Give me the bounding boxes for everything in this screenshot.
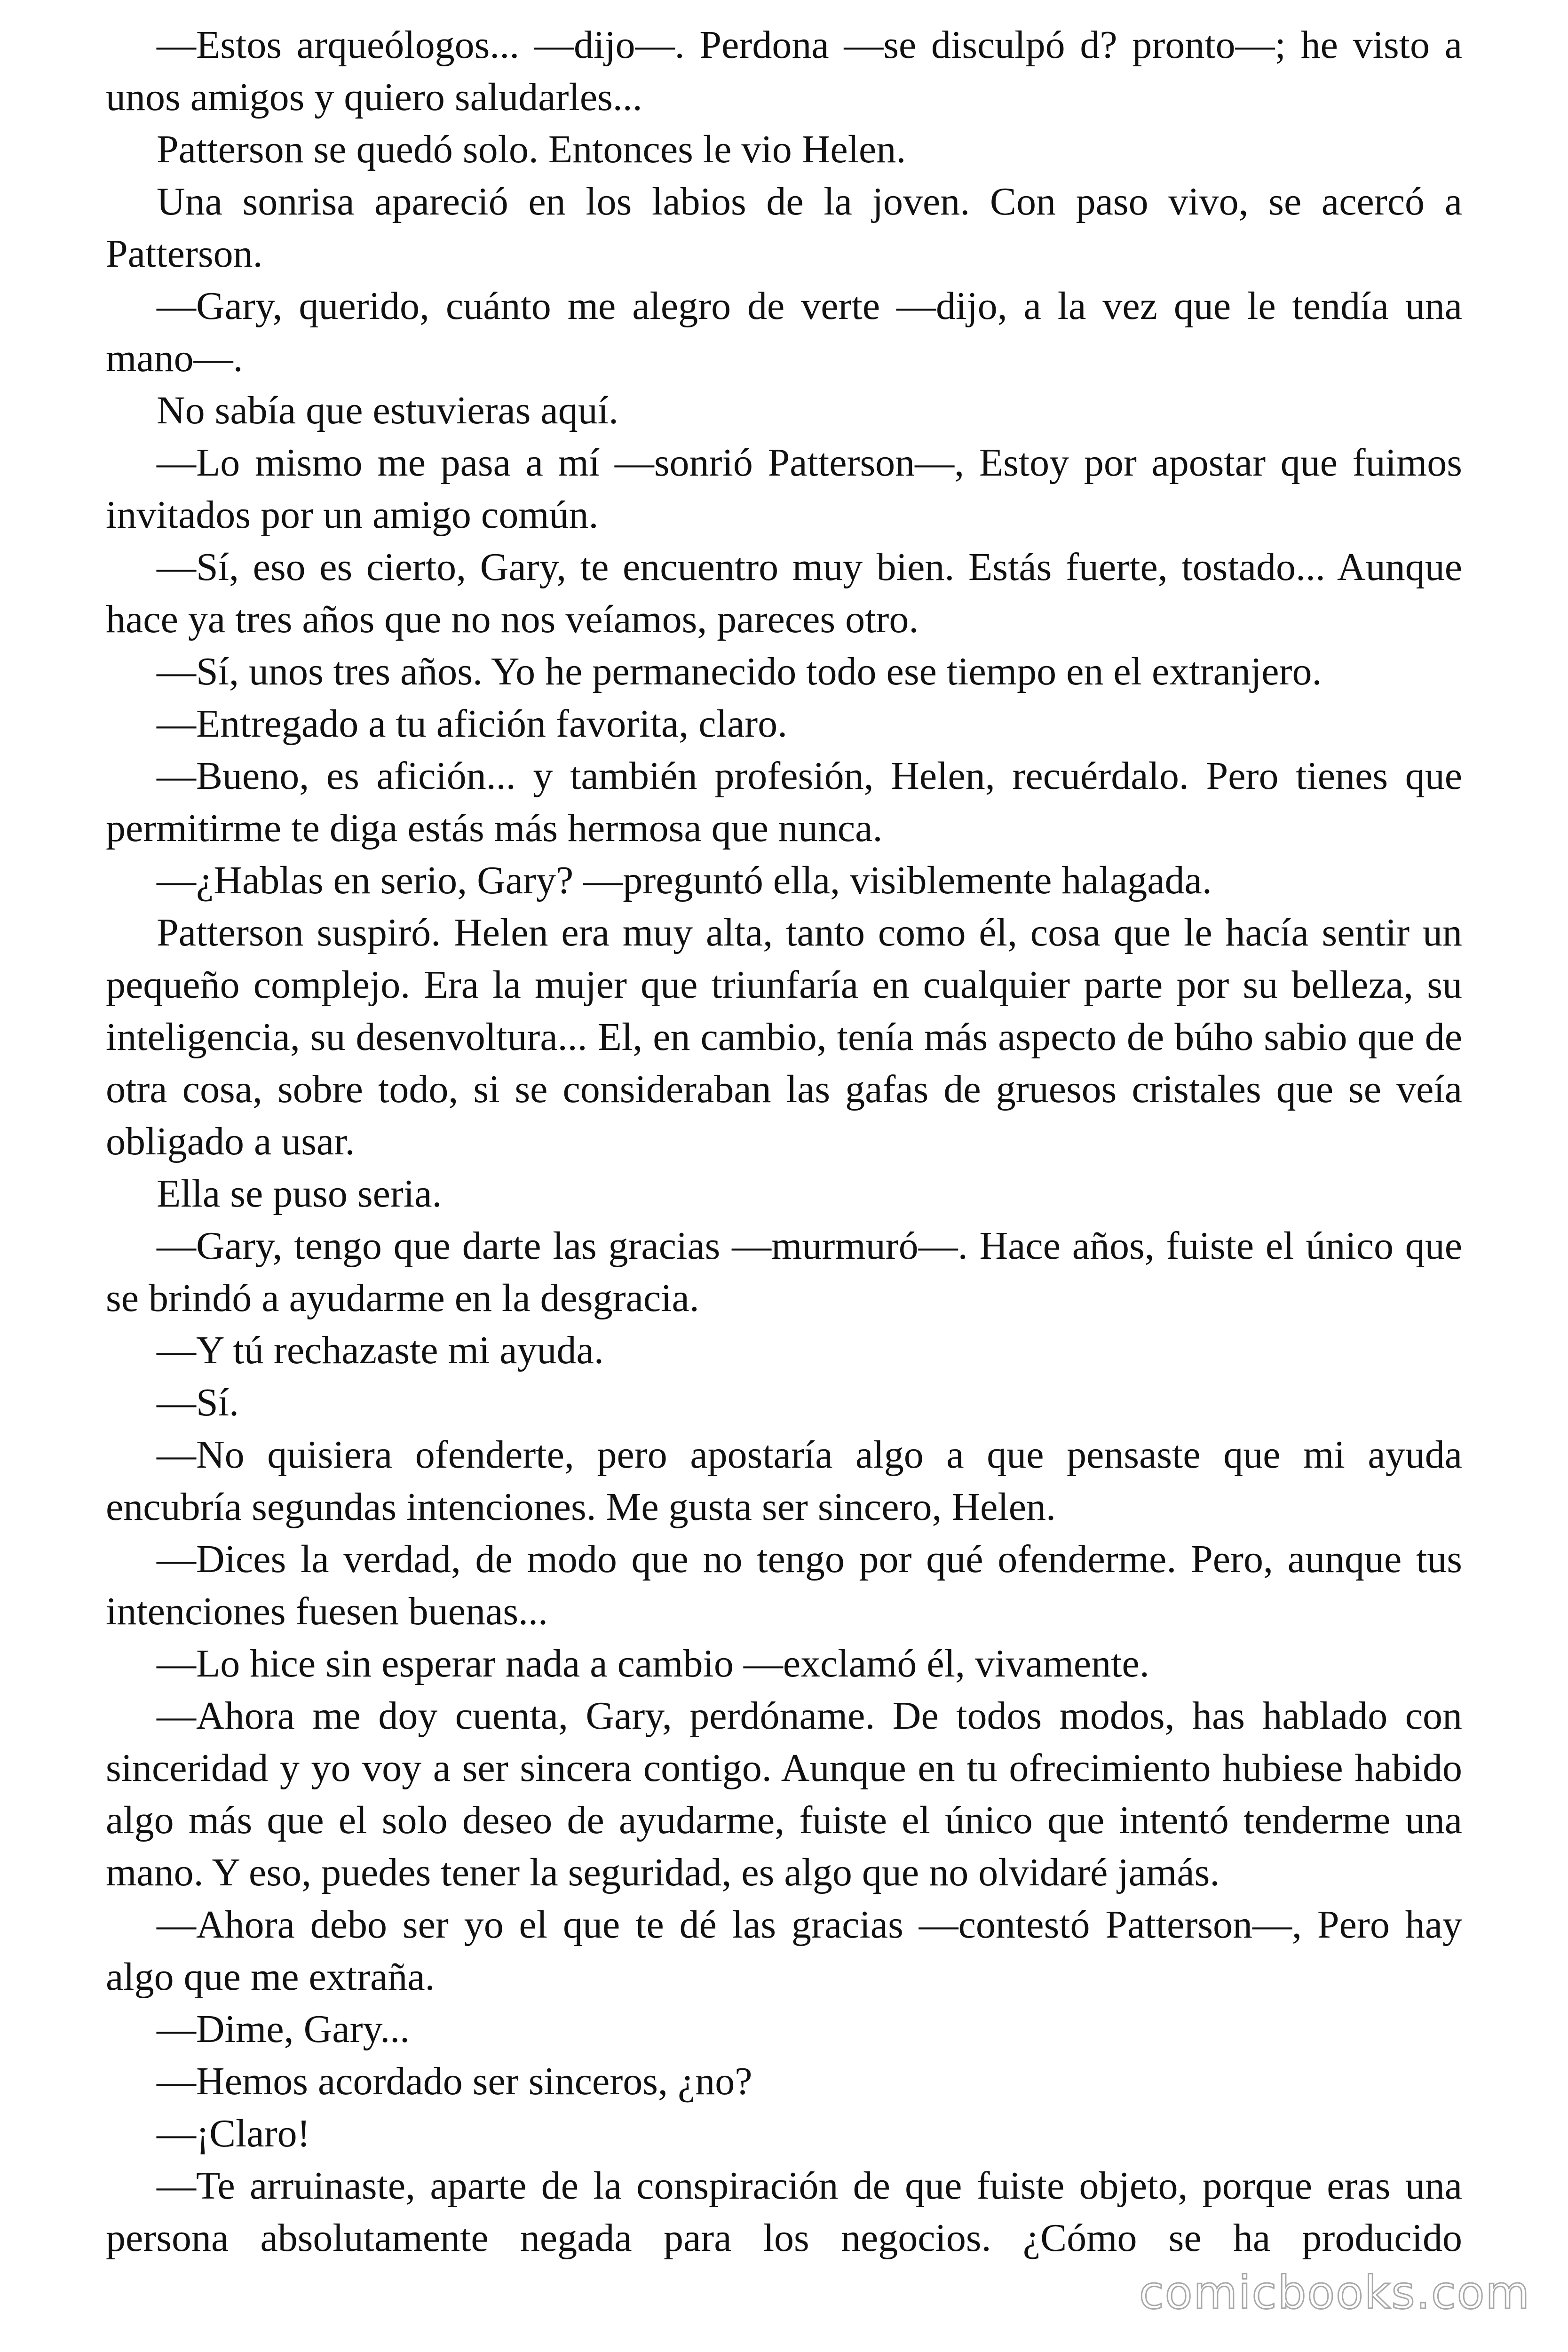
paragraph: —Gary, tengo que darte las gracias —murmuró—. Hace años, fuiste el único que se brindó a ayudarme en la desgracia. xyxy=(106,1224,1462,1320)
paragraph: —Lo hice sin esperar nada a cambio —exclamó él, vivamente. xyxy=(157,1642,1149,1685)
paragraph: —Bueno, es afición... y también profesión, Helen, recuérdalo. Pero tienes que permitirme te diga estás más hermosa que nunca. xyxy=(106,754,1462,850)
paragraph: —Sí, eso es cierto, Gary, te encuentro muy bien. Estás fuerte, tostado... Aunque hace ya tres años que no nos veíamos, pareces otro. xyxy=(106,545,1462,641)
paragraph: Patterson suspiró. Helen era muy alta, tanto como él, cosa que le hacía sentir un pequeño complejo. Era la mujer que triunfaría en cualquier parte por su belleza, su inteligencia, su desenvoltura... El, en cambio, tenía más aspecto de búho sabio que de otra cosa, sobre todo, si se consideraban las gafas de gruesos cristales que se veía obligado a usar. xyxy=(106,911,1462,1163)
paragraph: —No quisiera ofenderte, pero apostaría algo a que pensaste que mi ayuda encubría segundas intenciones. Me gusta ser sincero, Helen. xyxy=(106,1433,1462,1529)
paragraph: —Ahora me doy cuenta, Gary, perdóname. De todos modos, has hablado con sinceridad y yo voy a ser sincera contigo. Aunque en tu ofrecimiento hubiese habido algo más que el solo deseo de ayudarme, fuiste el único que intentó tenderme una mano. Y eso, puedes tener la seguridad, es algo que no olvidaré jamás. xyxy=(106,1694,1462,1894)
paragraph: No sabía que estuvieras aquí. xyxy=(157,389,619,432)
paragraph: Una sonrisa apareció en los labios de la joven. Con paso vivo, se acercó a Patterson. xyxy=(106,180,1462,276)
paragraph: —Hemos acordado ser sinceros, ¿no? xyxy=(157,2059,752,2103)
paragraph: Patterson se quedó solo. Entonces le vio Helen. xyxy=(157,127,906,171)
paragraph: —Dices la verdad, de modo que no tengo por qué ofenderme. Pero, aunque tus intenciones fuesen buenas... xyxy=(106,1537,1462,1633)
watermark-text: comicbooks.com xyxy=(1139,2266,1530,2319)
paragraph: —Estos arqueólogos... —dijo—. Perdona —se disculpó d? pronto—; he visto a unos amigos y quiero saludarles... xyxy=(106,23,1462,119)
paragraph: —Te arruinaste, aparte de la conspiración de que fuiste objeto, porque eras una persona absolutamente negada para los negocios. ¿Cómo se ha producido xyxy=(106,2164,1462,2260)
paragraph: Ella se puso seria. xyxy=(157,1172,442,1216)
paragraph: —Sí. xyxy=(157,1381,239,1424)
book-page-text xyxy=(106,19,1462,2264)
paragraph: —Ahora debo ser yo el que te dé las gracias —contestó Patterson—, Pero hay algo que me extraña. xyxy=(106,1903,1462,1999)
paragraph: —Y tú rechazaste mi ayuda. xyxy=(157,1328,604,1372)
paragraph: —Sí, unos tres años. Yo he permanecido todo ese tiempo en el extranjero. xyxy=(157,650,1322,693)
paragraph: —Dime, Gary... xyxy=(157,2007,410,2051)
paragraph: —Entregado a tu afición favorita, claro. xyxy=(157,702,788,746)
paragraph: —Lo mismo me pasa a mí —sonrió Patterson—, Estoy por apostar que fuimos invitados por un amigo común. xyxy=(106,441,1462,537)
paragraph: —¿Hablas en serio, Gary? —preguntó ella, visiblemente halagada. xyxy=(157,858,1212,902)
paragraph: —¡Claro! xyxy=(157,2112,310,2155)
paragraph: —Gary, querido, cuánto me alegro de verte —dijo, a la vez que le tendía una mano—. xyxy=(106,284,1462,380)
